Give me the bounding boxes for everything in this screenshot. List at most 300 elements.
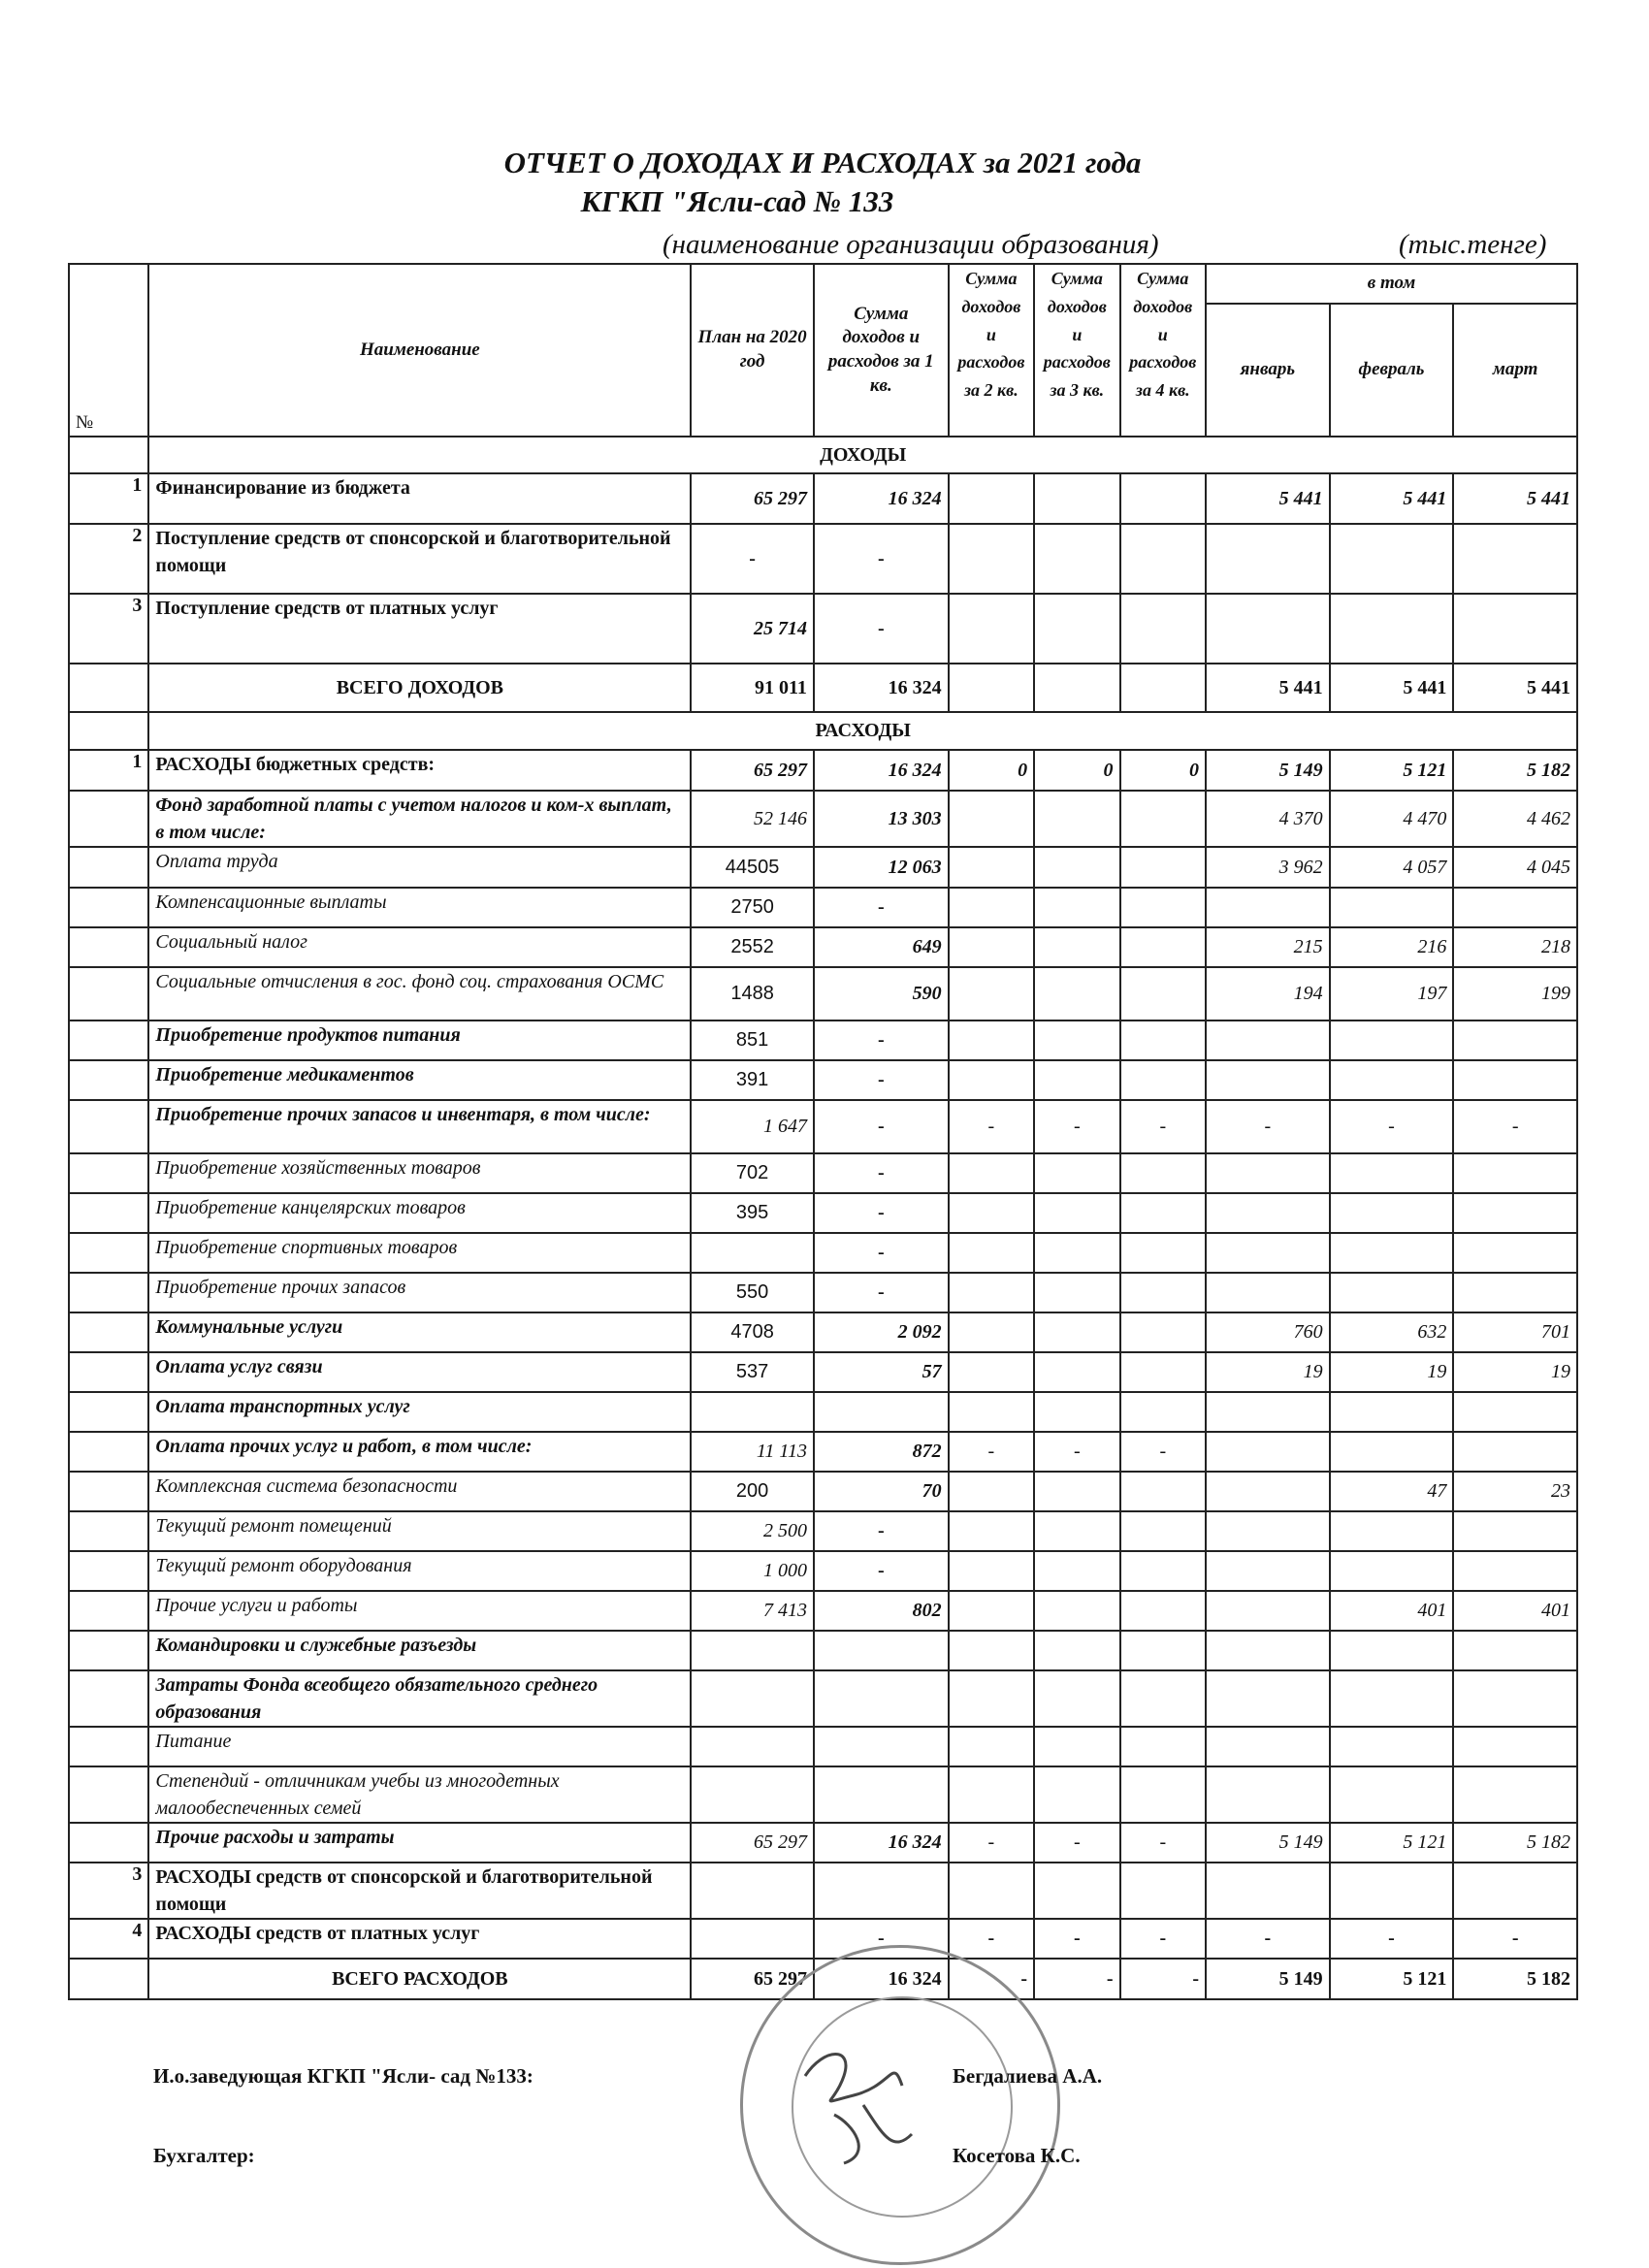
cell-q1: 13 303 — [814, 791, 949, 847]
col-q4-header: Сумма доходов и расходов за 4 кв. — [1120, 264, 1206, 437]
cell-m2 — [1330, 1511, 1454, 1551]
row-number — [69, 927, 148, 967]
cell-m2: 4 057 — [1330, 847, 1454, 888]
cell-m1 — [1206, 1511, 1330, 1551]
col-feb-header: февраль — [1330, 304, 1454, 437]
cell-q4: 0 — [1120, 750, 1206, 791]
cell-m2 — [1330, 1631, 1454, 1670]
cell-q2 — [949, 1392, 1034, 1432]
cell-m1 — [1206, 1060, 1330, 1100]
accountant-signature-name: Косетова К.С. — [953, 2144, 1081, 2167]
row-name: РАСХОДЫ средств от спонсорской и благотворительной помощи — [148, 1863, 691, 1919]
row-number — [69, 1273, 148, 1312]
cell-m2 — [1330, 1193, 1454, 1233]
col-q3-header: Сумма доходов и расходов за 3 кв. — [1034, 264, 1119, 437]
row-number — [69, 1392, 148, 1432]
cell-q1: - — [814, 524, 949, 594]
cell-q4 — [1120, 1060, 1206, 1100]
row-name: Прочие услуги и работы — [148, 1591, 691, 1631]
table-row — [69, 1631, 1577, 1670]
row-name: Приобретение продуктов питания — [148, 1021, 691, 1060]
col-plan-header: План на 2020 год — [691, 264, 814, 437]
cell-q2: 0 — [949, 750, 1034, 791]
cell-q2 — [949, 524, 1034, 594]
cell-m2 — [1330, 1060, 1454, 1100]
cell-q1: 872 — [814, 1432, 949, 1472]
cell-plan: 1 000 — [691, 1551, 814, 1591]
cell-m3 — [1453, 1432, 1577, 1472]
cell-q4: - — [1120, 1959, 1206, 1999]
cell-q4: - — [1120, 1919, 1206, 1959]
row-number — [69, 1823, 148, 1863]
empty-cell — [69, 712, 148, 750]
cell-plan: 1 647 — [691, 1100, 814, 1153]
row-name: Поступление средств от спонсорской и благотворительной помощи — [148, 524, 691, 594]
cell-q1 — [814, 1392, 949, 1432]
cell-q2 — [949, 1312, 1034, 1352]
row-name: Прочие расходы и затраты — [148, 1823, 691, 1863]
row-name: Текущий ремонт оборудования — [148, 1551, 691, 1591]
cell-q4 — [1120, 524, 1206, 594]
cell-q3 — [1034, 1273, 1119, 1312]
row-name: Социальные отчисления в гос. фонд соц. страхования ОСМС — [148, 967, 691, 1021]
row-name: Коммунальные услуги — [148, 1312, 691, 1352]
cell-q3 — [1034, 847, 1119, 888]
cell-m2 — [1330, 1233, 1454, 1273]
cell-m2 — [1330, 1021, 1454, 1060]
cell-q1: - — [814, 888, 949, 927]
table-row — [69, 1551, 1577, 1591]
col-name-header: Наименование — [148, 264, 691, 437]
row-name: Приобретение хозяйственных товаров — [148, 1153, 691, 1193]
cell-plan — [691, 1631, 814, 1670]
cell-m3 — [1453, 1153, 1577, 1193]
cell-m2: 4 470 — [1330, 791, 1454, 847]
cell-q4 — [1120, 1511, 1206, 1551]
cell-plan: 65 297 — [691, 1823, 814, 1863]
cell-m2: 401 — [1330, 1591, 1454, 1631]
cell-q1: 16 324 — [814, 473, 949, 524]
row-number: 4 — [69, 1919, 148, 1959]
organization-name: КГКП "Ясли-сад № 133 — [580, 184, 894, 218]
table-row — [69, 1153, 1577, 1193]
cell-plan: 200 — [691, 1472, 814, 1511]
cell-q2: - — [949, 1823, 1034, 1863]
cell-m1 — [1206, 1591, 1330, 1631]
cell-q3 — [1034, 1863, 1119, 1919]
cell-m3 — [1453, 1233, 1577, 1273]
table-row — [69, 524, 1577, 594]
cell-q3 — [1034, 1551, 1119, 1591]
row-name: Оплата прочих услуг и работ, в том числе: — [148, 1432, 691, 1472]
row-number — [69, 847, 148, 888]
cell-m2: 632 — [1330, 1312, 1454, 1352]
cell-q1: 16 324 — [814, 664, 949, 712]
cell-plan — [691, 1863, 814, 1919]
cell-m3 — [1453, 1021, 1577, 1060]
cell-q3 — [1034, 1352, 1119, 1392]
cell-plan: 537 — [691, 1352, 814, 1392]
cell-m3 — [1453, 888, 1577, 927]
cell-m3 — [1453, 594, 1577, 664]
cell-m2: 5 121 — [1330, 1823, 1454, 1863]
cell-m1 — [1206, 1153, 1330, 1193]
cell-m3 — [1453, 1727, 1577, 1766]
row-number — [69, 1233, 148, 1273]
cell-m1: 5 441 — [1206, 664, 1330, 712]
cell-plan: 395 — [691, 1193, 814, 1233]
table-row — [69, 750, 1577, 791]
cell-m1 — [1206, 888, 1330, 927]
row-name: Финансирование из бюджета — [148, 473, 691, 524]
cell-plan: 2750 — [691, 888, 814, 927]
table-row — [69, 1060, 1577, 1100]
cell-q2: - — [949, 1959, 1034, 1999]
cell-q4 — [1120, 888, 1206, 927]
row-number — [69, 888, 148, 927]
row-name: Текущий ремонт помещений — [148, 1511, 691, 1551]
col-jan-header: январь — [1206, 304, 1330, 437]
row-name: РАСХОДЫ бюджетных средств: — [148, 750, 691, 791]
report-title: ОТЧЕТ О ДОХОДАХ И РАСХОДАХ за 2021 года — [503, 146, 1142, 179]
cell-m2 — [1330, 1551, 1454, 1591]
cell-m2 — [1330, 1432, 1454, 1472]
table-row — [69, 1919, 1577, 1959]
cell-m1 — [1206, 1863, 1330, 1919]
cell-q1: - — [814, 594, 949, 664]
col-q1-header: Сумма доходов и расходов за 1 кв. — [814, 264, 949, 437]
cell-q2 — [949, 1021, 1034, 1060]
cell-q4 — [1120, 1670, 1206, 1727]
organization-caption: (наименование организации образования) — [663, 229, 1159, 260]
cell-m2: 5 441 — [1330, 664, 1454, 712]
table-row — [69, 1312, 1577, 1352]
cell-q1: - — [814, 1193, 949, 1233]
row-number — [69, 1312, 148, 1352]
cell-m1: 4 370 — [1206, 791, 1330, 847]
cell-q2 — [949, 967, 1034, 1021]
cell-plan — [691, 1919, 814, 1959]
cell-q1: 590 — [814, 967, 949, 1021]
table-row — [69, 1511, 1577, 1551]
cell-m1 — [1206, 1432, 1330, 1472]
row-number — [69, 1153, 148, 1193]
cell-plan: 25 714 — [691, 594, 814, 664]
cell-m3: 5 441 — [1453, 664, 1577, 712]
cell-q1: - — [814, 1273, 949, 1312]
row-number — [69, 1727, 148, 1766]
cell-q4 — [1120, 1863, 1206, 1919]
cell-m2: - — [1330, 1100, 1454, 1153]
cell-m3: 4 045 — [1453, 847, 1577, 888]
cell-q3: - — [1034, 1100, 1119, 1153]
cell-m1 — [1206, 524, 1330, 594]
row-number — [69, 1432, 148, 1472]
cell-m1 — [1206, 1472, 1330, 1511]
cell-q4 — [1120, 1766, 1206, 1823]
cell-m1 — [1206, 1392, 1330, 1432]
cell-q1 — [814, 1631, 949, 1670]
cell-m3 — [1453, 1631, 1577, 1670]
cell-q4 — [1120, 473, 1206, 524]
cell-m3: - — [1453, 1919, 1577, 1959]
col-q2-header: Сумма доходов и расходов за 2 кв. — [949, 264, 1034, 437]
cell-m3 — [1453, 1766, 1577, 1823]
cell-m3: 5 182 — [1453, 750, 1577, 791]
table-row — [69, 473, 1577, 524]
cell-q3 — [1034, 967, 1119, 1021]
row-number — [69, 1511, 148, 1551]
cell-m2 — [1330, 1273, 1454, 1312]
cell-q4 — [1120, 1727, 1206, 1766]
cell-q3 — [1034, 1766, 1119, 1823]
cell-m1: 5 149 — [1206, 750, 1330, 791]
cell-q2 — [949, 888, 1034, 927]
cell-q2 — [949, 1511, 1034, 1551]
cell-q4: - — [1120, 1823, 1206, 1863]
head-signature-name: Бегдалиева А.А. — [953, 2064, 1103, 2088]
cell-q1: 16 324 — [814, 750, 949, 791]
cell-m3: 401 — [1453, 1591, 1577, 1631]
cell-q1: - — [814, 1060, 949, 1100]
cell-m3: 5 182 — [1453, 1959, 1577, 1999]
table-row — [69, 1193, 1577, 1233]
cell-q4 — [1120, 1021, 1206, 1060]
cell-m2 — [1330, 1863, 1454, 1919]
table-row — [69, 1100, 1577, 1153]
cell-plan — [691, 1233, 814, 1273]
cell-m1: - — [1206, 1919, 1330, 1959]
cell-plan: 851 — [691, 1021, 814, 1060]
cell-q1: 802 — [814, 1591, 949, 1631]
income-total-row — [69, 664, 1577, 712]
cell-q4 — [1120, 664, 1206, 712]
cell-m1 — [1206, 1273, 1330, 1312]
cell-plan: 1488 — [691, 967, 814, 1021]
cell-plan: 2552 — [691, 927, 814, 967]
cell-q2 — [949, 1352, 1034, 1392]
cell-plan — [691, 1727, 814, 1766]
row-number — [69, 1060, 148, 1100]
row-name: Затраты Фонда всеобщего обязательного среднего образования — [148, 1670, 691, 1727]
cell-m3: 701 — [1453, 1312, 1577, 1352]
cell-m3: 218 — [1453, 927, 1577, 967]
cell-q4 — [1120, 847, 1206, 888]
cell-q2 — [949, 594, 1034, 664]
cell-m3: 23 — [1453, 1472, 1577, 1511]
cell-m1: 5 149 — [1206, 1823, 1330, 1863]
cell-m2: 5 121 — [1330, 1959, 1454, 1999]
cell-q3 — [1034, 888, 1119, 927]
cell-q2 — [949, 1472, 1034, 1511]
row-number — [69, 1551, 148, 1591]
row-name: Комплексная система безопасности — [148, 1472, 691, 1511]
cell-q2 — [949, 1273, 1034, 1312]
cell-m1 — [1206, 1631, 1330, 1670]
cell-m1: 5 441 — [1206, 473, 1330, 524]
row-name: Приобретение прочих запасов и инвентаря, в том числе: — [148, 1100, 691, 1153]
cell-q3 — [1034, 1727, 1119, 1766]
cell-plan: 702 — [691, 1153, 814, 1193]
cell-q4 — [1120, 1193, 1206, 1233]
signature-graphic — [795, 2037, 922, 2173]
cell-q1: - — [814, 1919, 949, 1959]
row-number: 3 — [69, 594, 148, 664]
cell-q2 — [949, 1727, 1034, 1766]
table-row — [69, 1591, 1577, 1631]
cell-q3 — [1034, 1233, 1119, 1273]
cell-q3 — [1034, 1472, 1119, 1511]
cell-q4: - — [1120, 1432, 1206, 1472]
cell-q1: 16 324 — [814, 1823, 949, 1863]
table-row — [69, 1823, 1577, 1863]
expense-total-label: ВСЕГО РАСХОДОВ — [148, 1959, 691, 1999]
cell-q3: - — [1034, 1959, 1119, 1999]
table-row — [69, 967, 1577, 1021]
row-name: Приобретение прочих запасов — [148, 1273, 691, 1312]
row-number — [69, 1766, 148, 1823]
cell-m3 — [1453, 1511, 1577, 1551]
cell-m2: 19 — [1330, 1352, 1454, 1392]
cell-q2: - — [949, 1100, 1034, 1153]
cell-q4 — [1120, 1551, 1206, 1591]
cell-q1: 2 092 — [814, 1312, 949, 1352]
cell-q1 — [814, 1670, 949, 1727]
cell-q3 — [1034, 1631, 1119, 1670]
empty-cell — [69, 1959, 148, 1999]
cell-plan: - — [691, 524, 814, 594]
row-number — [69, 1631, 148, 1670]
cell-q1: - — [814, 1153, 949, 1193]
cell-m1 — [1206, 1727, 1330, 1766]
cell-q1: 12 063 — [814, 847, 949, 888]
table-row — [69, 888, 1577, 927]
cell-q3 — [1034, 524, 1119, 594]
income-section-title-row — [69, 437, 1577, 473]
cell-m2 — [1330, 1727, 1454, 1766]
cell-plan: 65 297 — [691, 473, 814, 524]
cell-q3 — [1034, 473, 1119, 524]
cell-m1 — [1206, 1670, 1330, 1727]
income-section-title: ДОХОДЫ — [148, 437, 1577, 473]
cell-q3 — [1034, 1591, 1119, 1631]
cell-m2 — [1330, 1153, 1454, 1193]
cell-q3 — [1034, 1193, 1119, 1233]
row-name: Питание — [148, 1727, 691, 1766]
cell-m3: 199 — [1453, 967, 1577, 1021]
table-row — [69, 1352, 1577, 1392]
cell-m1: 5 149 — [1206, 1959, 1330, 1999]
cell-m3: 19 — [1453, 1352, 1577, 1392]
cell-q3 — [1034, 1060, 1119, 1100]
row-number — [69, 1100, 148, 1153]
cell-q3 — [1034, 1021, 1119, 1060]
cell-q3 — [1034, 664, 1119, 712]
cell-q3 — [1034, 791, 1119, 847]
cell-plan: 65 297 — [691, 750, 814, 791]
row-name: Компенсационные выплаты — [148, 888, 691, 927]
cell-m3 — [1453, 1060, 1577, 1100]
cell-q4 — [1120, 1273, 1206, 1312]
cell-m2 — [1330, 1392, 1454, 1432]
cell-q4 — [1120, 1233, 1206, 1273]
cell-q1 — [814, 1863, 949, 1919]
row-name: Социальный налог — [148, 927, 691, 967]
row-number — [69, 1591, 148, 1631]
cell-q3 — [1034, 1392, 1119, 1432]
table-row — [69, 594, 1577, 664]
head-signature-label: И.о.заведующая КГКП "Ясли- сад №133: — [153, 2064, 534, 2088]
cell-m1: 3 962 — [1206, 847, 1330, 888]
cell-q1: 649 — [814, 927, 949, 967]
accountant-signature-label: Бухгалтер: — [153, 2144, 255, 2167]
cell-m2: 216 — [1330, 927, 1454, 967]
cell-m3 — [1453, 1551, 1577, 1591]
cell-m2 — [1330, 1766, 1454, 1823]
row-number — [69, 791, 148, 847]
cell-q2 — [949, 847, 1034, 888]
cell-q4 — [1120, 1631, 1206, 1670]
cell-q3 — [1034, 1511, 1119, 1551]
cell-q4 — [1120, 1591, 1206, 1631]
cell-q1: - — [814, 1233, 949, 1273]
cell-q1: - — [814, 1021, 949, 1060]
cell-q4 — [1120, 594, 1206, 664]
expense-section-title: РАСХОДЫ — [148, 712, 1577, 750]
cell-q3 — [1034, 1670, 1119, 1727]
cell-q4 — [1120, 1312, 1206, 1352]
row-number: 1 — [69, 473, 148, 524]
table-row — [69, 1021, 1577, 1060]
row-number — [69, 1472, 148, 1511]
cell-m1 — [1206, 1021, 1330, 1060]
cell-plan: 52 146 — [691, 791, 814, 847]
cell-q1: - — [814, 1100, 949, 1153]
table-row — [69, 1233, 1577, 1273]
cell-q1 — [814, 1727, 949, 1766]
cell-q3: - — [1034, 1919, 1119, 1959]
cell-m3 — [1453, 1273, 1577, 1312]
cell-q2: - — [949, 1432, 1034, 1472]
cell-q1: 57 — [814, 1352, 949, 1392]
income-total-label: ВСЕГО ДОХОДОВ — [148, 664, 691, 712]
cell-q2 — [949, 473, 1034, 524]
table-row — [69, 1392, 1577, 1432]
report-table — [68, 263, 1578, 2000]
row-number — [69, 1352, 148, 1392]
row-number — [69, 1193, 148, 1233]
cell-m3: - — [1453, 1100, 1577, 1153]
cell-m2 — [1330, 524, 1454, 594]
cell-m2 — [1330, 888, 1454, 927]
cell-plan: 91 011 — [691, 664, 814, 712]
col-mar-header: март — [1453, 304, 1577, 437]
row-name: Поступление средств от платных услуг — [148, 594, 691, 664]
cell-m3: 4 462 — [1453, 791, 1577, 847]
cell-m1: - — [1206, 1100, 1330, 1153]
row-name: Командировки и служебные разъезды — [148, 1631, 691, 1670]
table-row — [69, 1273, 1577, 1312]
row-name: Фонд заработной платы с учетом налогов и ком-х выплат, в том числе: — [148, 791, 691, 847]
units-label: (тыс.тенге) — [1399, 229, 1547, 260]
table-row — [69, 1432, 1577, 1472]
row-number — [69, 967, 148, 1021]
cell-q2 — [949, 1233, 1034, 1273]
row-number: 2 — [69, 524, 148, 594]
cell-m3 — [1453, 1863, 1577, 1919]
cell-m2 — [1330, 594, 1454, 664]
cell-m1: 19 — [1206, 1352, 1330, 1392]
